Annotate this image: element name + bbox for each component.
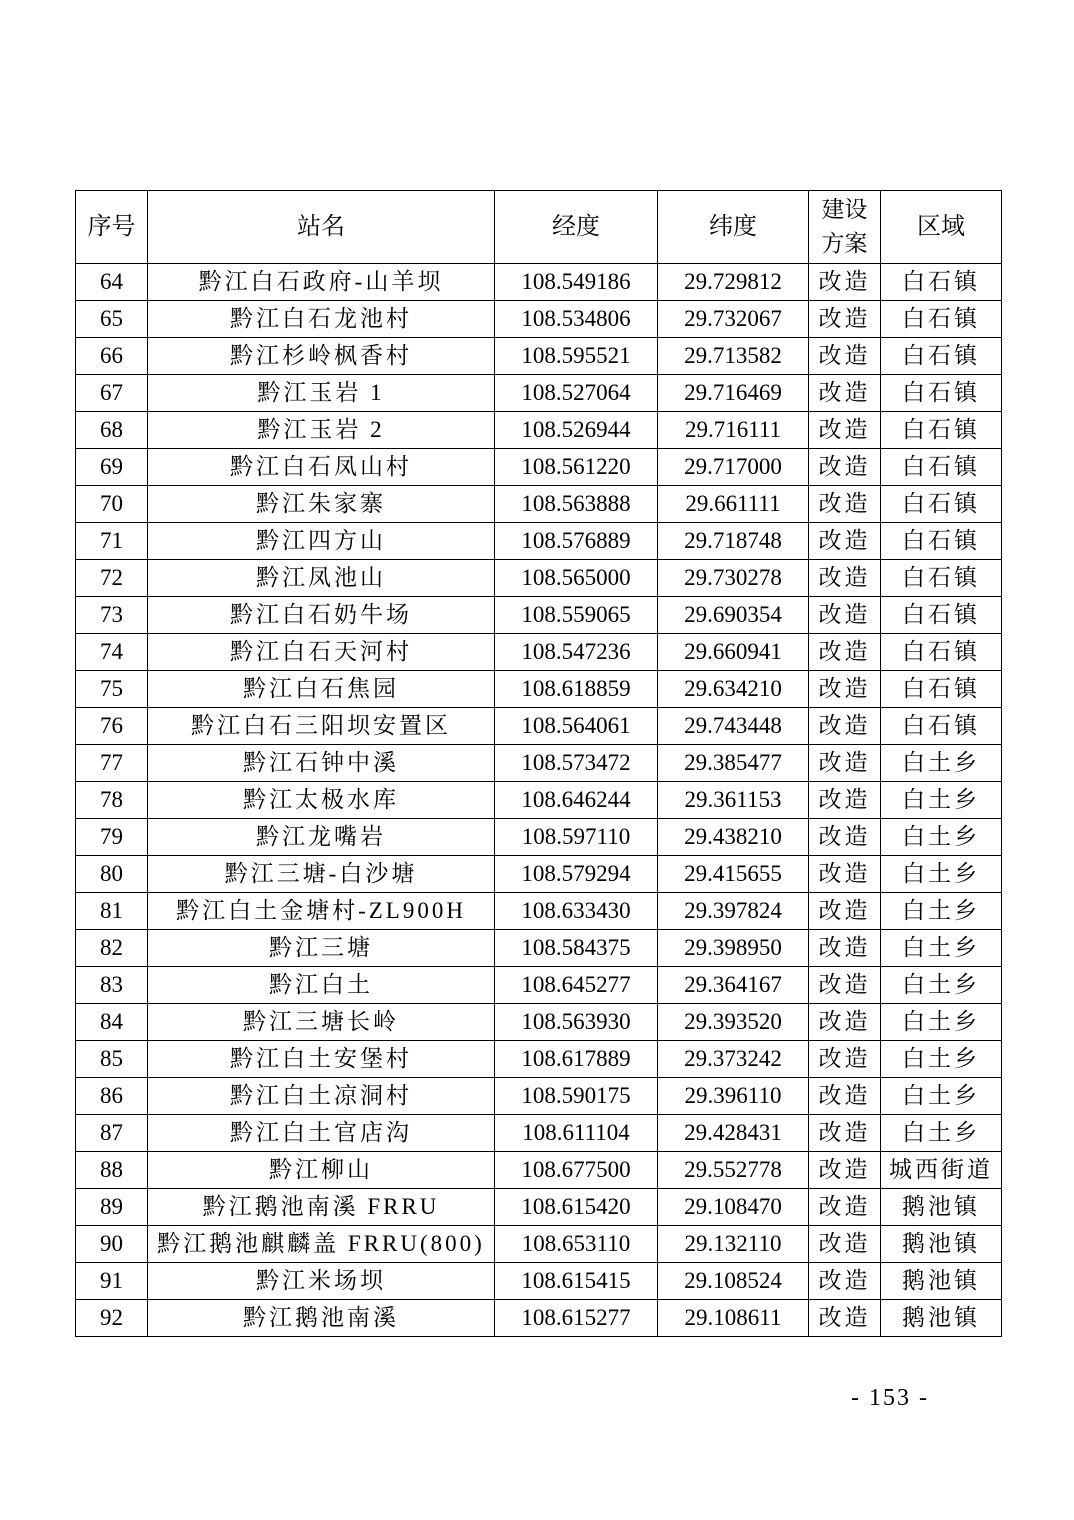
cell-area: 城西街道	[881, 1152, 1002, 1189]
cell-longitude: 108.633430	[495, 893, 658, 930]
cell-no: 84	[76, 1004, 148, 1041]
cell-latitude: 29.364167	[658, 967, 809, 1004]
table-row	[76, 338, 1002, 375]
cell-latitude: 29.634210	[658, 671, 809, 708]
cell-latitude: 29.661111	[658, 486, 809, 523]
cell-station-name: 黔江白土金塘村-ZL900H	[148, 893, 495, 930]
cell-latitude: 29.373242	[658, 1041, 809, 1078]
cell-no: 80	[76, 856, 148, 893]
cell-no: 81	[76, 893, 148, 930]
cell-longitude: 108.565000	[495, 560, 658, 597]
cell-area: 白土乡	[881, 819, 1002, 856]
cell-no: 64	[76, 264, 148, 301]
cell-station-name: 黔江白土安堡村	[148, 1041, 495, 1078]
table-row	[76, 375, 1002, 412]
cell-station-name: 黔江龙嘴岩	[148, 819, 495, 856]
cell-area: 白石镇	[881, 301, 1002, 338]
table-row	[76, 1226, 1002, 1263]
cell-station-name: 黔江太极水库	[148, 782, 495, 819]
table-row	[76, 930, 1002, 967]
table-row	[76, 671, 1002, 708]
cell-plan: 改造	[809, 338, 881, 375]
cell-station-name: 黔江白土	[148, 967, 495, 1004]
cell-longitude: 108.597110	[495, 819, 658, 856]
cell-plan: 改造	[809, 523, 881, 560]
cell-longitude: 108.534806	[495, 301, 658, 338]
cell-no: 82	[76, 930, 148, 967]
cell-no: 90	[76, 1226, 148, 1263]
cell-no: 85	[76, 1041, 148, 1078]
cell-latitude: 29.108470	[658, 1189, 809, 1226]
cell-latitude: 29.396110	[658, 1078, 809, 1115]
table-row	[76, 523, 1002, 560]
table-row	[76, 560, 1002, 597]
header-no: 序号	[76, 191, 148, 264]
table-row	[76, 856, 1002, 893]
table-row	[76, 1263, 1002, 1300]
cell-station-name: 黔江白石凤山村	[148, 449, 495, 486]
cell-area: 白土乡	[881, 893, 1002, 930]
cell-longitude: 108.527064	[495, 375, 658, 412]
cell-longitude: 108.564061	[495, 708, 658, 745]
cell-plan: 改造	[809, 560, 881, 597]
cell-latitude: 29.428431	[658, 1115, 809, 1152]
cell-station-name: 黔江朱家寨	[148, 486, 495, 523]
cell-area: 白石镇	[881, 412, 1002, 449]
cell-plan: 改造	[809, 412, 881, 449]
cell-station-name: 黔江白石天河村	[148, 634, 495, 671]
table-row	[76, 1041, 1002, 1078]
cell-station-name: 黔江四方山	[148, 523, 495, 560]
header-plan-line1: 建设	[821, 197, 868, 222]
cell-no: 67	[76, 375, 148, 412]
cell-station-name: 黔江白石焦园	[148, 671, 495, 708]
cell-plan: 改造	[809, 634, 881, 671]
cell-no: 69	[76, 449, 148, 486]
cell-no: 83	[76, 967, 148, 1004]
table-row	[76, 967, 1002, 1004]
cell-latitude: 29.397824	[658, 893, 809, 930]
cell-plan: 改造	[809, 745, 881, 782]
cell-station-name: 黔江白土凉洞村	[148, 1078, 495, 1115]
cell-no: 78	[76, 782, 148, 819]
cell-area: 白石镇	[881, 597, 1002, 634]
table-row	[76, 449, 1002, 486]
cell-area: 鹅池镇	[881, 1226, 1002, 1263]
cell-longitude: 108.590175	[495, 1078, 658, 1115]
cell-plan: 改造	[809, 264, 881, 301]
cell-area: 白土乡	[881, 1041, 1002, 1078]
cell-latitude: 29.108611	[658, 1300, 809, 1337]
cell-no: 76	[76, 708, 148, 745]
cell-latitude: 29.108524	[658, 1263, 809, 1300]
cell-longitude: 108.618859	[495, 671, 658, 708]
cell-plan: 改造	[809, 893, 881, 930]
cell-area: 白土乡	[881, 930, 1002, 967]
cell-area: 白土乡	[881, 1078, 1002, 1115]
table-row	[76, 1078, 1002, 1115]
cell-station-name: 黔江三塘-白沙塘	[148, 856, 495, 893]
cell-area: 鹅池镇	[881, 1300, 1002, 1337]
cell-no: 65	[76, 301, 148, 338]
cell-latitude: 29.729812	[658, 264, 809, 301]
cell-longitude: 108.579294	[495, 856, 658, 893]
cell-latitude: 29.713582	[658, 338, 809, 375]
cell-area: 白石镇	[881, 560, 1002, 597]
cell-plan: 改造	[809, 782, 881, 819]
table-row	[76, 1004, 1002, 1041]
cell-plan: 改造	[809, 449, 881, 486]
table-row	[76, 301, 1002, 338]
table-row	[76, 1152, 1002, 1189]
cell-no: 92	[76, 1300, 148, 1337]
cell-station-name: 黔江白石奶牛场	[148, 597, 495, 634]
cell-latitude: 29.730278	[658, 560, 809, 597]
cell-station-name: 黔江鹅池南溪 FRRU	[148, 1189, 495, 1226]
cell-longitude: 108.576889	[495, 523, 658, 560]
cell-longitude: 108.611104	[495, 1115, 658, 1152]
cell-station-name: 黔江杉岭枫香村	[148, 338, 495, 375]
cell-longitude: 108.615277	[495, 1300, 658, 1337]
cell-longitude: 108.549186	[495, 264, 658, 301]
table-row	[76, 597, 1002, 634]
cell-station-name: 黔江玉岩 1	[148, 375, 495, 412]
cell-area: 白石镇	[881, 264, 1002, 301]
header-plan	[809, 191, 881, 264]
table-row	[76, 708, 1002, 745]
cell-no: 77	[76, 745, 148, 782]
cell-plan: 改造	[809, 1078, 881, 1115]
cell-plan: 改造	[809, 375, 881, 412]
cell-latitude: 29.385477	[658, 745, 809, 782]
cell-no: 79	[76, 819, 148, 856]
cell-plan: 改造	[809, 597, 881, 634]
table-row	[76, 745, 1002, 782]
cell-area: 白石镇	[881, 375, 1002, 412]
cell-longitude: 108.526944	[495, 412, 658, 449]
cell-longitude: 108.645277	[495, 967, 658, 1004]
cell-area: 白石镇	[881, 338, 1002, 375]
table-row	[76, 412, 1002, 449]
cell-longitude: 108.646244	[495, 782, 658, 819]
cell-longitude: 108.563930	[495, 1004, 658, 1041]
table-row	[76, 486, 1002, 523]
cell-latitude: 29.438210	[658, 819, 809, 856]
cell-no: 72	[76, 560, 148, 597]
cell-no: 74	[76, 634, 148, 671]
cell-station-name: 黔江凤池山	[148, 560, 495, 597]
cell-plan: 改造	[809, 486, 881, 523]
table-row	[76, 1115, 1002, 1152]
cell-area: 白土乡	[881, 745, 1002, 782]
cell-latitude: 29.552778	[658, 1152, 809, 1189]
table-row	[76, 893, 1002, 930]
cell-no: 71	[76, 523, 148, 560]
cell-area: 白土乡	[881, 967, 1002, 1004]
cell-latitude: 29.660941	[658, 634, 809, 671]
cell-area: 白土乡	[881, 782, 1002, 819]
cell-no: 68	[76, 412, 148, 449]
cell-longitude: 108.617889	[495, 1041, 658, 1078]
table-header	[76, 191, 1002, 264]
cell-area: 白石镇	[881, 708, 1002, 745]
cell-longitude: 108.559065	[495, 597, 658, 634]
cell-longitude: 108.677500	[495, 1152, 658, 1189]
cell-no: 86	[76, 1078, 148, 1115]
cell-latitude: 29.398950	[658, 930, 809, 967]
table-row	[76, 1300, 1002, 1337]
cell-no: 91	[76, 1263, 148, 1300]
cell-latitude: 29.716111	[658, 412, 809, 449]
table-body	[76, 264, 1002, 1337]
cell-plan: 改造	[809, 1152, 881, 1189]
cell-no: 70	[76, 486, 148, 523]
cell-plan: 改造	[809, 1041, 881, 1078]
page-number: - 153 -	[851, 1385, 929, 1411]
cell-area: 白土乡	[881, 1004, 1002, 1041]
cell-area: 白石镇	[881, 671, 1002, 708]
header-row	[76, 191, 1002, 264]
cell-station-name: 黔江三塘长岭	[148, 1004, 495, 1041]
header-latitude: 纬度	[658, 191, 809, 264]
cell-plan: 改造	[809, 819, 881, 856]
cell-latitude: 29.716469	[658, 375, 809, 412]
cell-longitude: 108.615415	[495, 1263, 658, 1300]
table-row	[76, 1189, 1002, 1226]
cell-latitude: 29.732067	[658, 301, 809, 338]
cell-station-name: 黔江三塘	[148, 930, 495, 967]
header-plan-line2: 方案	[821, 231, 868, 256]
cell-plan: 改造	[809, 1300, 881, 1337]
cell-longitude: 108.547236	[495, 634, 658, 671]
cell-no: 89	[76, 1189, 148, 1226]
station-table	[75, 190, 1002, 1337]
cell-longitude: 108.573472	[495, 745, 658, 782]
cell-no: 88	[76, 1152, 148, 1189]
cell-station-name: 黔江白土官店沟	[148, 1115, 495, 1152]
cell-plan: 改造	[809, 1115, 881, 1152]
cell-latitude: 29.415655	[658, 856, 809, 893]
cell-no: 66	[76, 338, 148, 375]
cell-station-name: 黔江柳山	[148, 1152, 495, 1189]
cell-area: 鹅池镇	[881, 1189, 1002, 1226]
cell-station-name: 黔江白石三阳坝安置区	[148, 708, 495, 745]
cell-station-name: 黔江玉岩 2	[148, 412, 495, 449]
header-name: 站名	[148, 191, 495, 264]
cell-plan: 改造	[809, 967, 881, 1004]
cell-station-name: 黔江鹅池南溪	[148, 1300, 495, 1337]
cell-latitude: 29.393520	[658, 1004, 809, 1041]
cell-plan: 改造	[809, 708, 881, 745]
header-longitude: 经度	[495, 191, 658, 264]
cell-area: 白石镇	[881, 634, 1002, 671]
cell-plan: 改造	[809, 1189, 881, 1226]
cell-plan: 改造	[809, 856, 881, 893]
cell-area: 白石镇	[881, 449, 1002, 486]
table-row	[76, 782, 1002, 819]
cell-latitude: 29.743448	[658, 708, 809, 745]
cell-area: 白土乡	[881, 1115, 1002, 1152]
cell-longitude: 108.563888	[495, 486, 658, 523]
cell-longitude: 108.653110	[495, 1226, 658, 1263]
cell-no: 75	[76, 671, 148, 708]
cell-latitude: 29.718748	[658, 523, 809, 560]
cell-longitude: 108.561220	[495, 449, 658, 486]
cell-plan: 改造	[809, 671, 881, 708]
cell-area: 白石镇	[881, 486, 1002, 523]
cell-station-name: 黔江米场坝	[148, 1263, 495, 1300]
cell-longitude: 108.615420	[495, 1189, 658, 1226]
cell-plan: 改造	[809, 930, 881, 967]
cell-no: 73	[76, 597, 148, 634]
cell-area: 白石镇	[881, 523, 1002, 560]
table-row	[76, 634, 1002, 671]
cell-latitude: 29.717000	[658, 449, 809, 486]
cell-station-name: 黔江石钟中溪	[148, 745, 495, 782]
cell-plan: 改造	[809, 1004, 881, 1041]
cell-longitude: 108.584375	[495, 930, 658, 967]
cell-station-name: 黔江白石龙池村	[148, 301, 495, 338]
cell-plan: 改造	[809, 1263, 881, 1300]
cell-latitude: 29.361153	[658, 782, 809, 819]
cell-plan: 改造	[809, 301, 881, 338]
cell-longitude: 108.595521	[495, 338, 658, 375]
cell-plan: 改造	[809, 1226, 881, 1263]
cell-latitude: 29.132110	[658, 1226, 809, 1263]
header-area: 区域	[881, 191, 1002, 264]
cell-area: 白土乡	[881, 856, 1002, 893]
cell-no: 87	[76, 1115, 148, 1152]
table-row	[76, 819, 1002, 856]
cell-latitude: 29.690354	[658, 597, 809, 634]
table-row	[76, 264, 1002, 301]
cell-area: 鹅池镇	[881, 1263, 1002, 1300]
cell-station-name: 黔江鹅池麒麟盖 FRRU(800)	[148, 1226, 495, 1263]
cell-station-name: 黔江白石政府-山羊坝	[148, 264, 495, 301]
